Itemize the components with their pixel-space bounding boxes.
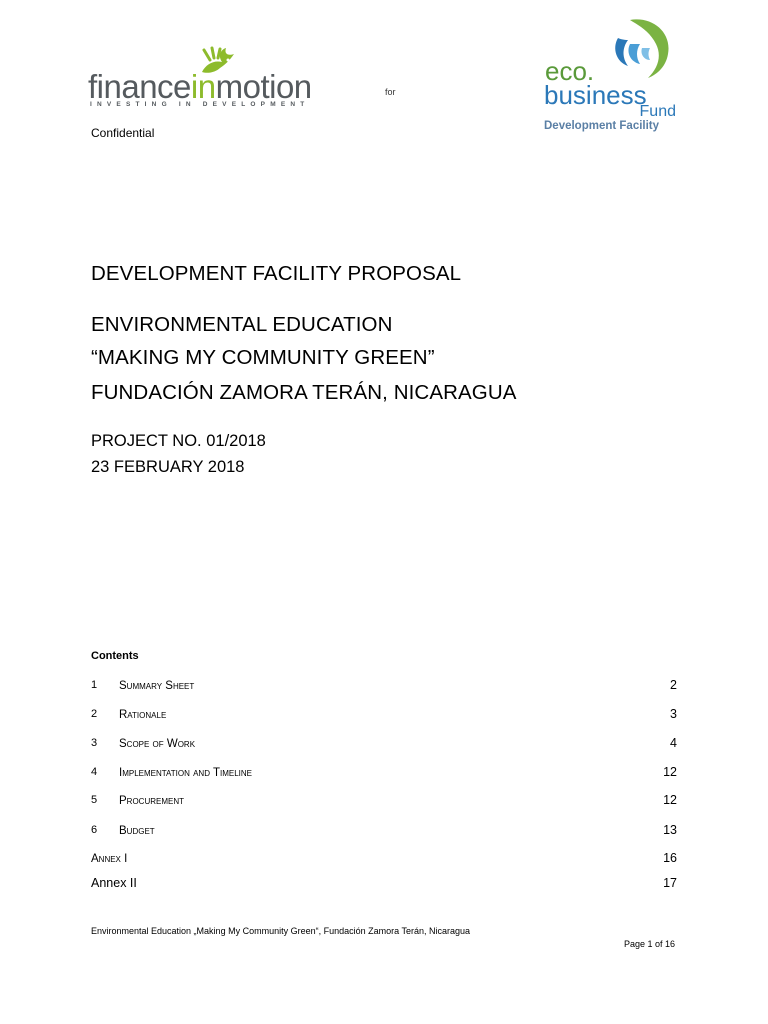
toc-number: 6 — [91, 824, 98, 836]
ebf-fund-text: Fund — [639, 103, 676, 120]
toc-page: 12 — [663, 793, 677, 807]
toc-number: 4 — [91, 766, 98, 778]
finance-logo-wordmark: financeinmotion — [88, 68, 312, 105]
toc-page: 4 — [670, 736, 677, 750]
toc-label: Implementation and Timeline — [119, 767, 253, 779]
project-date: 23 FEBRUARY 2018 — [91, 458, 245, 476]
toc-number: 1 — [91, 679, 98, 691]
ebf-business-text: business — [544, 80, 647, 110]
finance-logo-tagline: INVESTING IN DEVELOPMENT — [90, 101, 310, 108]
eco-business-fund-logo — [542, 18, 682, 136]
finance-in-motion-logo — [88, 46, 338, 112]
proposal-title: DEVELOPMENT FACILITY PROPOSAL — [91, 262, 462, 285]
title-line-2: “MAKING MY COMMUNITY GREEN” — [91, 346, 435, 369]
project-number: PROJECT NO. 01/2018 — [91, 432, 266, 450]
ebf-facility-text: Development Facility — [544, 120, 660, 132]
toc-label: Rationale — [119, 709, 167, 721]
toc-annex-entry[interactable] — [91, 877, 677, 893]
contents-heading: Contents — [91, 650, 139, 662]
toc-entry[interactable] — [91, 679, 677, 695]
toc-entry[interactable] — [91, 737, 677, 753]
toc-label: Annex II — [91, 876, 137, 890]
footer-text: Environmental Education „Making My Community Green“, Fundación Zamora Terán, Nicaragua — [91, 926, 471, 936]
toc-entry[interactable] — [91, 766, 677, 782]
title-line-3: FUNDACIÓN ZAMORA TERÁN, NICARAGUA — [91, 381, 517, 404]
swirl-icon — [602, 18, 672, 84]
toc-label: Annex I — [91, 853, 128, 865]
toc-page: 3 — [670, 707, 677, 721]
toc-page: 16 — [663, 851, 677, 865]
for-label: for — [385, 87, 396, 97]
toc-label: Budget — [119, 825, 155, 837]
page-number: Page 1 of 16 — [624, 939, 676, 949]
ebf-eco-text: eco. — [545, 56, 595, 86]
confidential-label: Confidential — [91, 126, 155, 140]
toc-page: 2 — [670, 678, 677, 692]
toc-annex-entry[interactable] — [91, 852, 677, 868]
toc-page: 13 — [663, 823, 677, 837]
title-line-1: ENVIRONMENTAL EDUCATION — [91, 313, 393, 336]
toc-entry[interactable] — [91, 794, 677, 810]
toc-number: 2 — [91, 708, 98, 720]
toc-label: Procurement — [119, 795, 185, 807]
toc-entry[interactable] — [91, 824, 677, 840]
toc-page: 12 — [663, 765, 677, 779]
toc-label: Scope of Work — [119, 738, 196, 750]
toc-page: 17 — [663, 876, 677, 890]
toc-label: Summary Sheet — [119, 680, 195, 692]
toc-number: 5 — [91, 794, 98, 806]
toc-entry[interactable] — [91, 708, 677, 724]
toc-number: 3 — [91, 737, 98, 749]
